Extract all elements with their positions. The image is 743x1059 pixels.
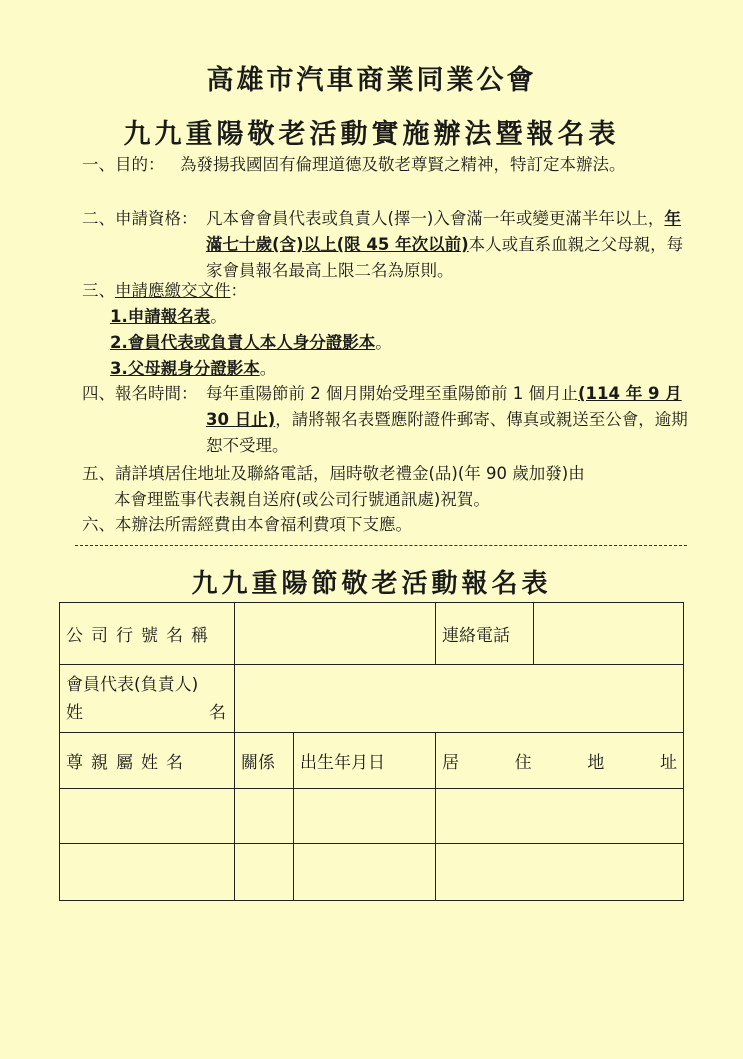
address-input[interactable] — [436, 844, 684, 901]
section-eligibility-label: 二、申請資格： — [82, 209, 198, 228]
phone-label: 連絡電話 — [436, 603, 534, 665]
phone-input[interactable] — [534, 603, 684, 665]
company-name-label: 公司行號名稱 — [60, 603, 235, 665]
section-funding-text: 六、本辦法所需經費由本會福利費項下支應。 — [82, 515, 412, 534]
section-contact-line1: 五、請詳填居住地址及聯絡電話，屆時敬老禮金(品)(年 90 歲加發)由 — [82, 464, 585, 483]
deadline-date: (114 年 9 月 30 日止) — [206, 384, 682, 429]
document-item-2: 2.會員代表或負責人本人身分證影本。 — [110, 333, 392, 352]
relation-header: 關係 — [235, 733, 294, 789]
relative-name-input[interactable] — [60, 789, 235, 844]
section-purpose-text: 為發揚我國固有倫理道德及敬老尊賢之精神，特訂定本辦法。 — [180, 155, 626, 174]
relative-name-input[interactable] — [60, 844, 235, 901]
document-item-1: 1.申請報名表。 — [110, 307, 227, 326]
section-eligibility-text: 凡本會會員代表或負責人(擇一)入會滿一年或變更滿半年以上，年滿七十歲(含)以上(限 45 年次以前)本人或直系血親之父母親，每家會員報名最高上限二名為原則。 — [206, 209, 684, 280]
section-registration-label: 四、報名時間： — [82, 384, 198, 403]
relative-name-header: 尊親屬姓名 — [60, 733, 235, 789]
form-title: 九九重陽節敬老活動報名表 — [191, 569, 552, 599]
section-documents-label: 三、申請應繳交文件： — [82, 281, 247, 300]
member-rep-name-input[interactable] — [235, 665, 684, 733]
cut-line-divider — [75, 545, 687, 546]
birthdate-input[interactable] — [294, 844, 436, 901]
age-requirement: 年滿七十歲(含)以上(限 45 年次以前) — [206, 209, 681, 254]
relation-input[interactable] — [235, 789, 294, 844]
document-title: 九九重陽敬老活動實施辦法暨報名表 — [123, 119, 620, 150]
section-purpose-label: 一、目的： — [82, 155, 165, 174]
member-rep-label: 會員代表(負責人) 姓 名 — [60, 665, 235, 733]
company-name-input[interactable] — [235, 603, 436, 665]
address-input[interactable] — [436, 789, 684, 844]
section-contact-line2: 本會理監事代表親自送府(或公司行號通訊處)祝賀。 — [114, 490, 490, 509]
relation-input[interactable] — [235, 844, 294, 901]
document-item-3: 3.父母親身分證影本。 — [110, 359, 277, 378]
section-registration-text: 每年重陽節前 2 個月開始受理至重陽節前 1 個月止(114 年 9 月 30 日止)，請將報名表暨應附證件郵寄、傳真或親送至公會，逾期恕不受理。 — [206, 384, 688, 455]
table-row — [60, 789, 684, 844]
table-row — [60, 844, 684, 901]
birthdate-header: 出生年月日 — [294, 733, 436, 789]
birthdate-input[interactable] — [294, 789, 436, 844]
org-title: 高雄市汽車商業同業公會 — [206, 65, 537, 96]
registration-form — [59, 602, 684, 901]
address-header: 居 住 地 址 — [436, 733, 684, 789]
